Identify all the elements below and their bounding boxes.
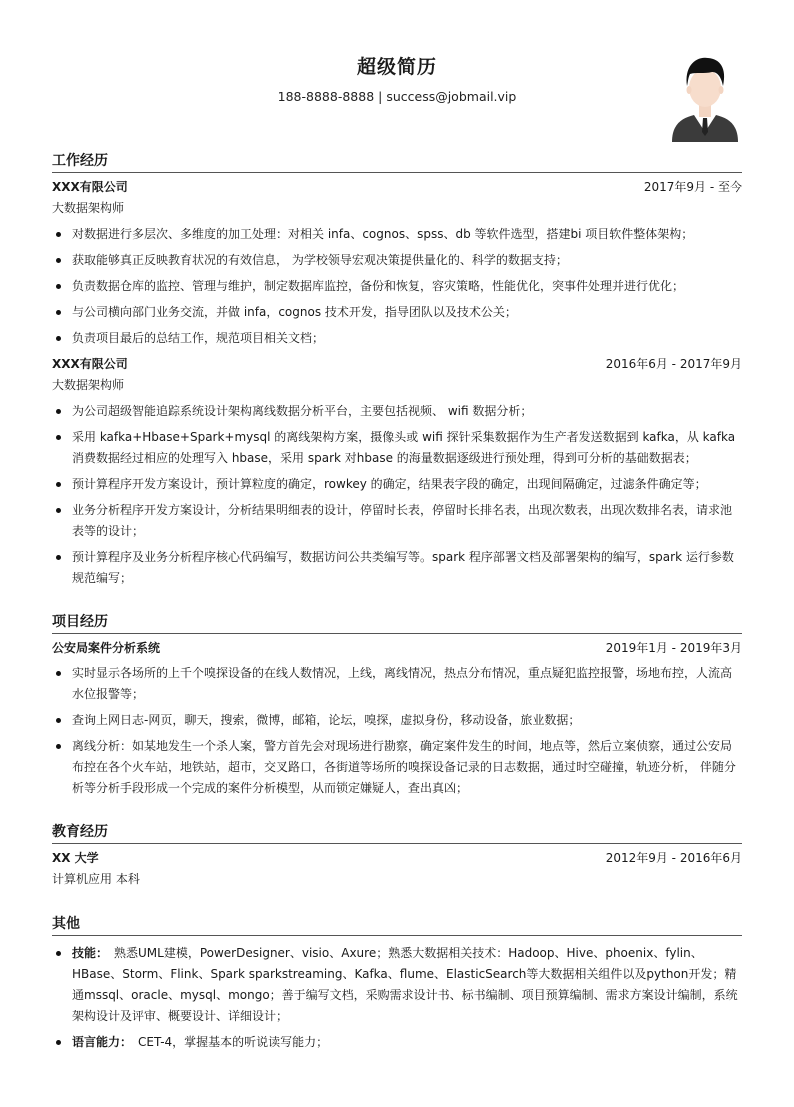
major-degree: 计算机应用 本科 (52, 872, 140, 886)
list-item (52, 1032, 742, 1053)
section-title: 教育经历 (52, 821, 742, 844)
list-item: 预计算程序及业务分析程序核心代码编写，数据访问公共类编写等。spark 程序部署文档及部署架构的编写，spark 运行参数规范编写； (52, 547, 742, 589)
section-title: 其他 (52, 913, 742, 936)
company-name: XXX有限公司 (52, 357, 128, 371)
education-section (52, 821, 742, 890)
company-name: XXX有限公司 (52, 180, 128, 194)
list-item: 对数据进行多层次、多维度的加工处理：对相关 infa、cognos、spss、db 等软件选型，搭建bi 项目软件整体架构； (52, 224, 742, 245)
job-role: 大数据架构师 (52, 201, 125, 215)
project-section (52, 611, 742, 804)
list-item: 业务分析程序开发方案设计，分析结果明细表的设计，停留时长表，停留时长排名表，出现次数表，出现次数排名表，请求池表等的设计； (52, 500, 742, 542)
list-item: 为公司超级智能追踪系统设计架构离线数据分析平台，主要包括视频、 wifi 数据分析； (52, 401, 742, 422)
list-item: 查询上网日志-网页，聊天，搜索，微博，邮箱，论坛，嗅探，虚拟身份，移动设备，旅业数据； (52, 710, 742, 731)
section-title: 项目经历 (52, 611, 742, 634)
resume-name: 超级简历 (356, 56, 437, 78)
job-period: 2017年9月 - 至今 (643, 180, 742, 194)
list-item: 实时显示各场所的上千个嗅探设备的在线人数情况，上线，离线情况，热点分布情况，重点疑犯监控报警，场地布控，人流高水位报警等； (52, 663, 742, 705)
work-section (52, 150, 742, 594)
list-item: 负责数据仓库的监控、管理与维护，制定数据库监控，备份和恢复，容灾策略，性能优化，突事件处理并进行优化； (52, 276, 742, 297)
contact-info: 188-8888-8888 | success@jobmail.vip (277, 89, 517, 104)
list-item: 负责项目最后的总结工作，规范项目相关文档； (52, 328, 742, 349)
list-item (52, 943, 742, 1027)
job-entry (52, 177, 742, 349)
job-period: 2016年6月 - 2017年9月 (605, 357, 742, 371)
education-period: 2012年9月 - 2016年6月 (605, 851, 742, 865)
item-text: CET-4，掌握基本的听说读写能力； (138, 1035, 329, 1049)
other-section (52, 913, 742, 1058)
job-role: 大数据架构师 (52, 378, 125, 392)
section-title: 工作经历 (52, 150, 742, 173)
list-item: 获取能够真正反映教育状况的有效信息， 为学校领导宏观决策提供量化的、科学的数据支持； (52, 250, 742, 271)
resume-header (52, 0, 742, 150)
item-label: 语言能力： (72, 1035, 133, 1049)
list-item: 离线分析：如某地发生一个杀人案，警方首先会对现场进行勘察，确定案件发生的时间，地点等，然后立案侦察，通过公安局布控在各个火车站，地铁站，超市，交叉路口，各街道等场所的嗅探设备记录的日志数据，通过时空碰撞，轨迹分析， 伴随分析等分析手段形成一个完成的案件分析模型，从而锁定嫌疑人，查出真凶； (52, 736, 742, 799)
list-item: 预计算程序开发方案设计，预计算粒度的确定，rowkey 的确定，结果表字段的确定，出现间隔确定，过滤条件确定等； (52, 474, 742, 495)
job-entry (52, 354, 742, 589)
list-item: 采用 kafka+Hbase+Spark+mysql 的离线架构方案，摄像头或 wifi 探针采集数据作为生产者发送数据到 kafka，从 kafka 消费数据经过相应的处理写入 hbase，采用 spark 对hbase 的海量数据逐级进行预处理，得到可分析的基础数据表； (52, 427, 742, 469)
project-period: 2019年1月 - 2019年3月 (605, 641, 742, 655)
avatar (670, 52, 740, 142)
list-item: 与公司横向部门业务交流，并做 infa，cognos 技术开发，指导团队以及技术公关； (52, 302, 742, 323)
item-text: 熟悉UML建模，PowerDesigner、visio、Axure；熟悉大数据相关技术：Hadoop、Hive、phoenix、fylin、HBase、Storm、Flink、Spark sparkstreaming、Kafka、flume、ElasticSearch等大数据相关组件以及python开发；精通mssql、oracle、mysql、mongo；善于编写文档，采购需求设计书、标书编制、项目预算编制、需求方案设计编制，系统架构设计及评审、概要设计、详细设计； (72, 946, 738, 1023)
item-label: 技能： (72, 946, 109, 960)
project-name: 公安局案件分析系统 (52, 641, 161, 655)
school-name: XX 大学 (52, 851, 99, 865)
